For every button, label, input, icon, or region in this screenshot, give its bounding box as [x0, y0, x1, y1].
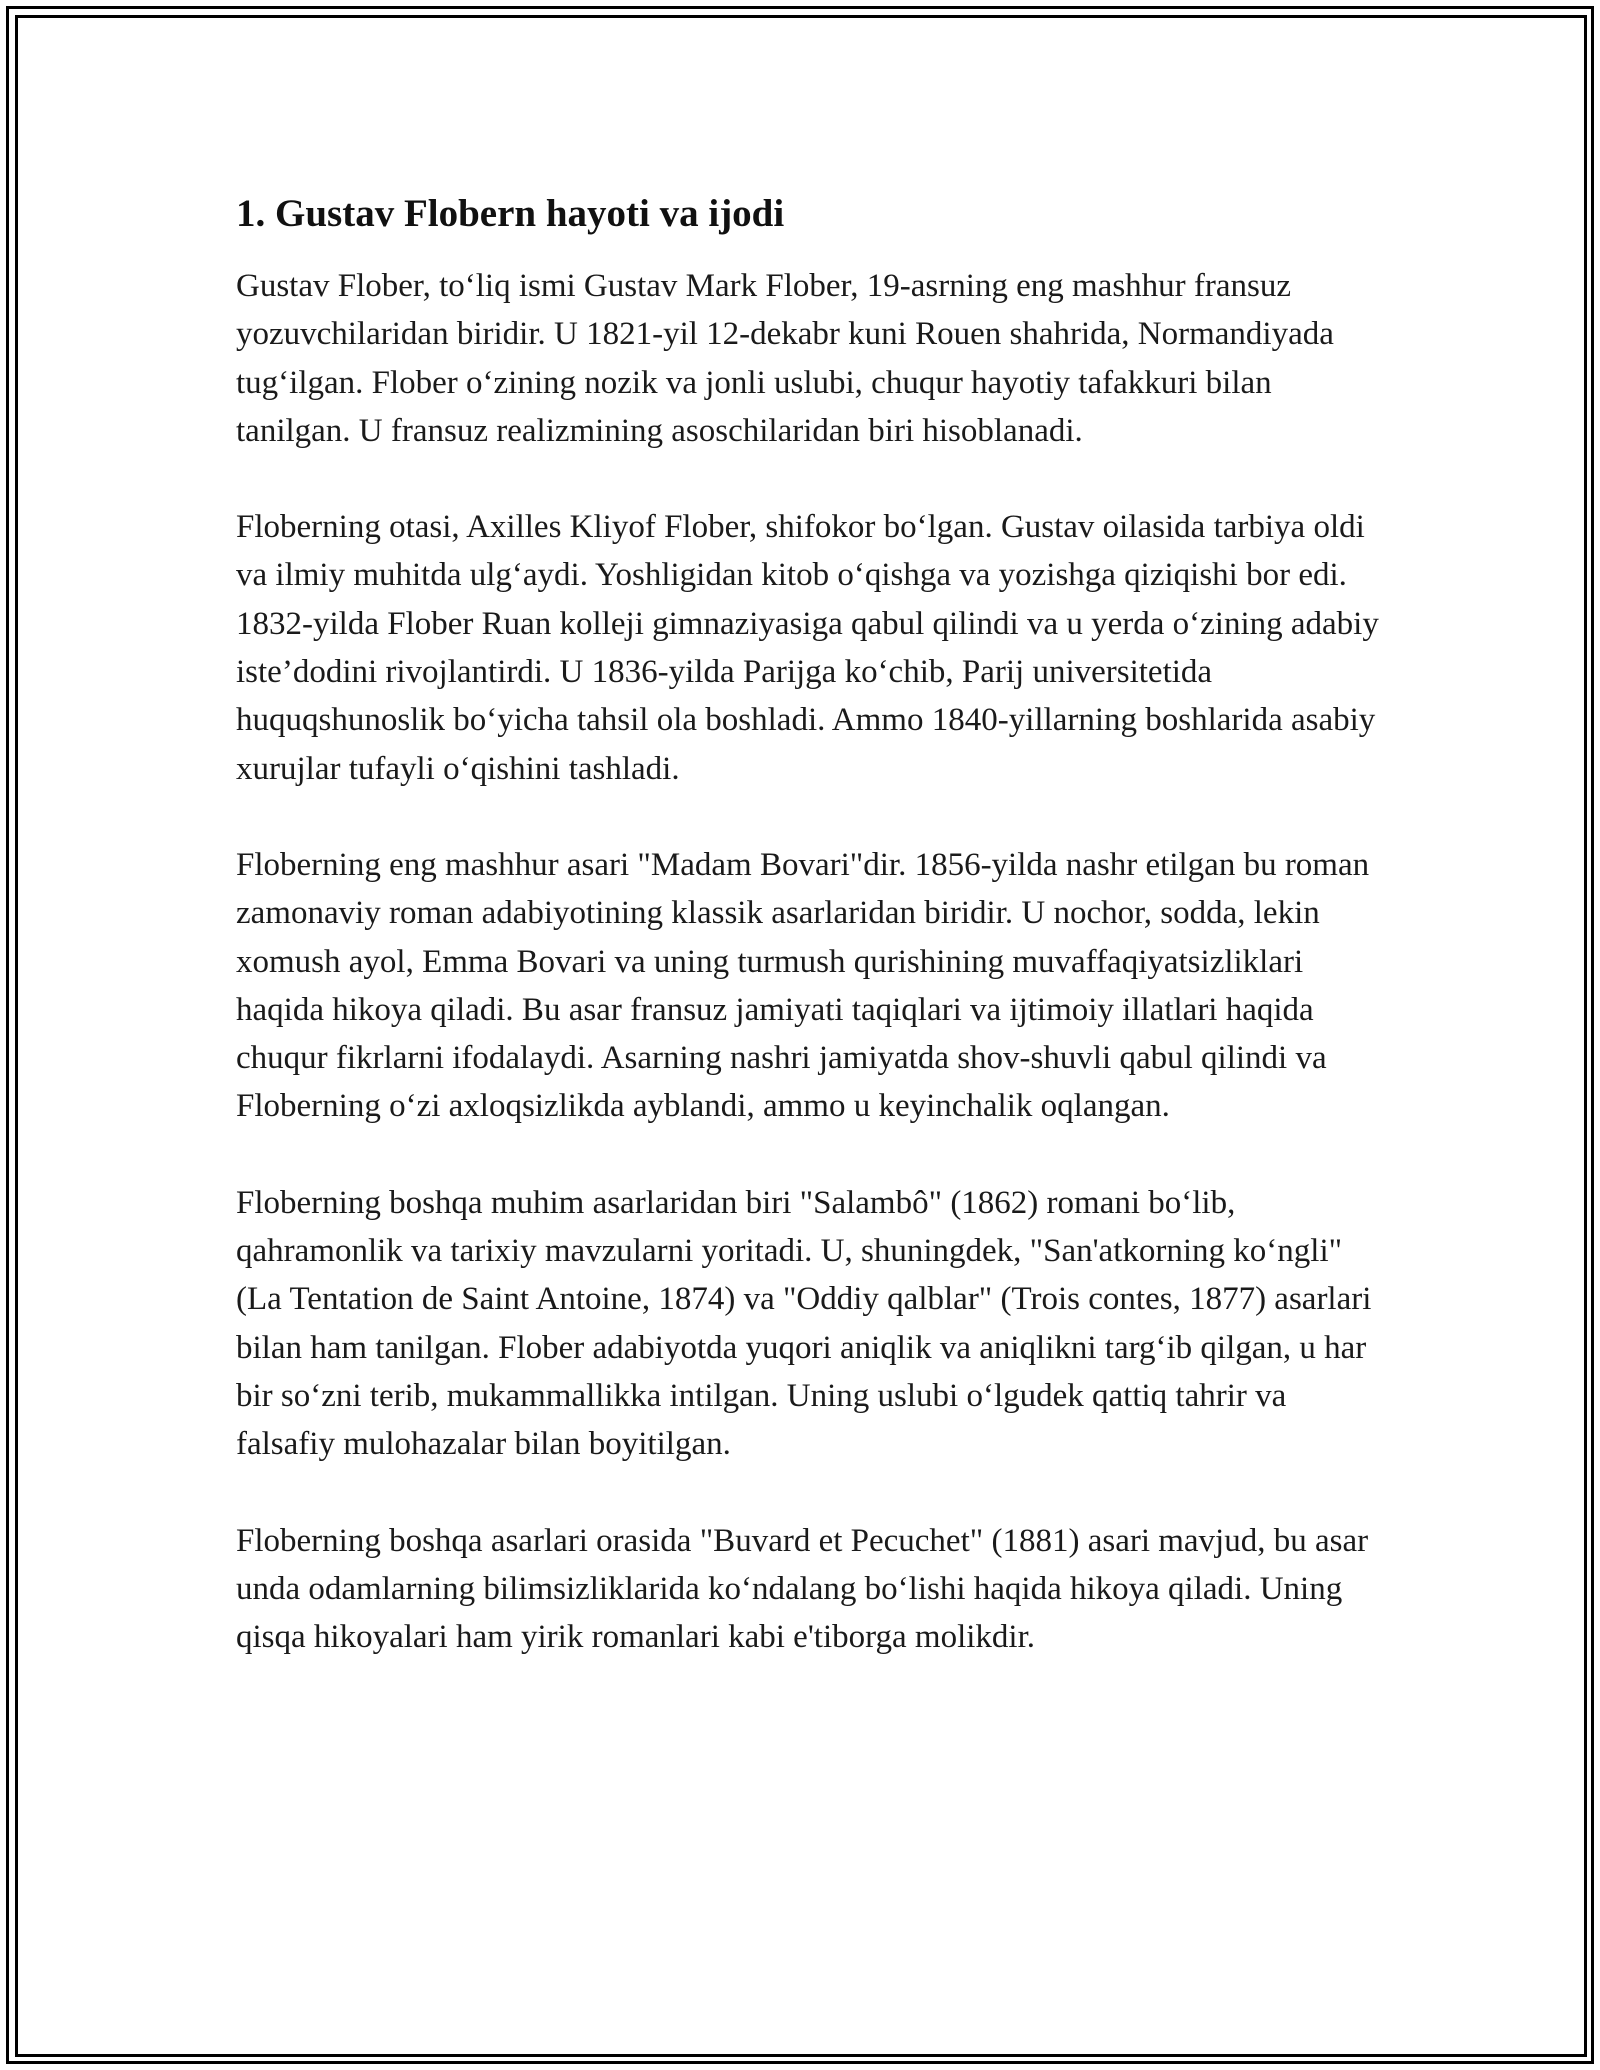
paragraph-madame-bovary: Floberning eng mashhur asari "Madam Bovari"dir. 1856-yilda nashr etilgan bu roman zamonaviy roman adabiyotining klassik asarlaridan biridir. U nochor, sodda, lekin xomush ayol, Emma Bovari va uning turmush qurishining muvaffaqiyatsizliklari haqida hikoya qiladi. Bu asar fransuz jamiyati taqiqlari va ijtimoiy illatlari haqida chuqur fikrlarni ifodalaydi. Asarning nashri jamiyatda shov-shuvli qabul qilindi va Floberning o‘zi axloqsizlikda ayblandi, ammo u keyinchalik oqlangan.: [236, 846, 1370, 1125]
paragraph-later-works: Floberning boshqa asarlari orasida "Buvard et Pecuchet" (1881) asari mavjud, bu asar unda odamlarning bilimsizliklarida ko‘ndalang bo‘lishi haqida hikoya qiladi. Uning qisqa hikoyalari ham yirik romanlari kabi e'tiborga molikdir.: [236, 1522, 1369, 1656]
document-body: [236, 186, 1386, 1709]
paragraph-biography-intro: Gustav Flober, to‘liq ismi Gustav Mark Flober, 19-asrning eng mashhur fransuz yozuvchilaridan biridir. U 1821-yil 12-dekabr kuni Rouen shahrida, Normandiyada tug‘ilgan. Flober o‘zining nozik va jonli uslubi, chuqur hayotiy tafakkuri bilan tanilgan. U fransuz realizmining asoschilaridan biri hisoblanadi.: [236, 268, 1334, 449]
paragraph-early-life: Floberning otasi, Axilles Kliyof Flober, shifokor bo‘lgan. Gustav oilasida tarbiya oldi va ilmiy muhitda ulg‘aydi. Yoshligidan kitob o‘qishga va yozishga qiziqishi bor edi. 1832-yilda Flober Ruan kolleji gimnaziyasiga qabul qilindi va u yerda o‘zining adabiy iste’dodini rivojlantirdi. U 1836-yilda Parijga ko‘chib, Parij universitetida huquqshunoslik bo‘yicha tahsil ola boshladi. Ammo 1840-yillarning boshlarida asabiy xurujlar tufayli o‘qishini tashladi.: [236, 509, 1379, 787]
paragraph-other-works: Floberning boshqa muhim asarlaridan biri "Salambô" (1862) romani bo‘lib, qahramonlik va tarixiy mavzularni yoritadi. U, shuningdek, "San'atkorning ko‘ngli" (La Tentation de Saint Antoine, 1874) va "Oddiy qalblar" (Trois contes, 1877) asarlari bilan ham tanilgan. Flober adabiyotda yuqori aniqlik va aniqlikni targ‘ib qilgan, u har bir so‘zni terib, mukammallikka intilgan. Uning uslubi o‘lgudek qattiq tahrir va falsafiy mulohazalar bilan boyitilgan.: [236, 1184, 1372, 1463]
section-heading: 1. Gustav Flobern hayoti va ijodi: [236, 192, 785, 235]
